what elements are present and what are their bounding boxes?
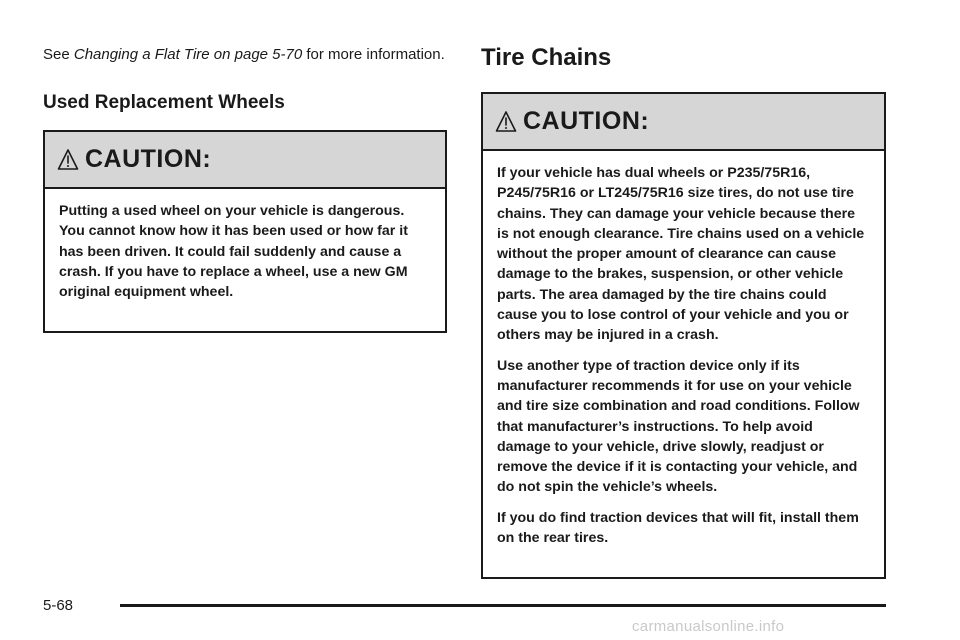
caution-box-tire-chains (481, 92, 886, 579)
footer-rule (120, 604, 886, 607)
heading-used-replacement-wheels: Used Replacement Wheels (43, 92, 285, 113)
caution-header (45, 132, 445, 189)
caution-title: CAUTION: (523, 107, 650, 135)
intro-prefix: See (43, 46, 74, 63)
caution-body (483, 151, 884, 548)
caution-paragraph: If you do find traction devices that will fit, install them on the rear tires. (497, 509, 859, 547)
watermark: carmanualsonline.info (632, 618, 785, 635)
cross-reference-link[interactable]: Changing a Flat Tire on page 5-70 (73, 46, 303, 63)
heading-tire-chains: Tire Chains (481, 44, 612, 71)
caution-triangle-icon (495, 110, 517, 134)
caution-header (483, 94, 884, 151)
caution-paragraph: Use another type of traction device only if its manufacturer recommends it for use on your vehicle and tire size combination and road conditions. Follow that manufacturer’s instructions. To help avoid damage to your vehicle, drive slowly, readjust or remove the device if it is contacting your vehicle, and do not spin the vehicle’s wheels. (497, 357, 860, 496)
caution-triangle-icon (57, 148, 79, 172)
intro-suffix: for more information. (302, 46, 445, 63)
cross-reference-text (43, 46, 447, 63)
page-number: 5-68 (43, 597, 74, 614)
caution-paragraph: If your vehicle has dual wheels or P235/75R16, P245/75R16 or LT245/75R16 size tires, do not use tire chains. They can damage your vehicle because there is not enough clearance. Tire chains used on a vehicle without the proper amount of clearance can cause damage to the brakes, suspension, or other vehicle parts. The area damaged by the tire chains could cause you to lose control of your vehicle and you or others may be injured in a crash. (497, 165, 865, 344)
caution-title: CAUTION: (85, 145, 212, 173)
caution-box-used-wheels (43, 130, 447, 333)
caution-body (45, 189, 445, 302)
caution-paragraph: Putting a used wheel on your vehicle is dangerous. You cannot know how it has been used or how far it has been driven. It could fail suddenly and cause a crash. If you have to replace a wheel, use a new GM original equipment wheel. (59, 203, 408, 301)
